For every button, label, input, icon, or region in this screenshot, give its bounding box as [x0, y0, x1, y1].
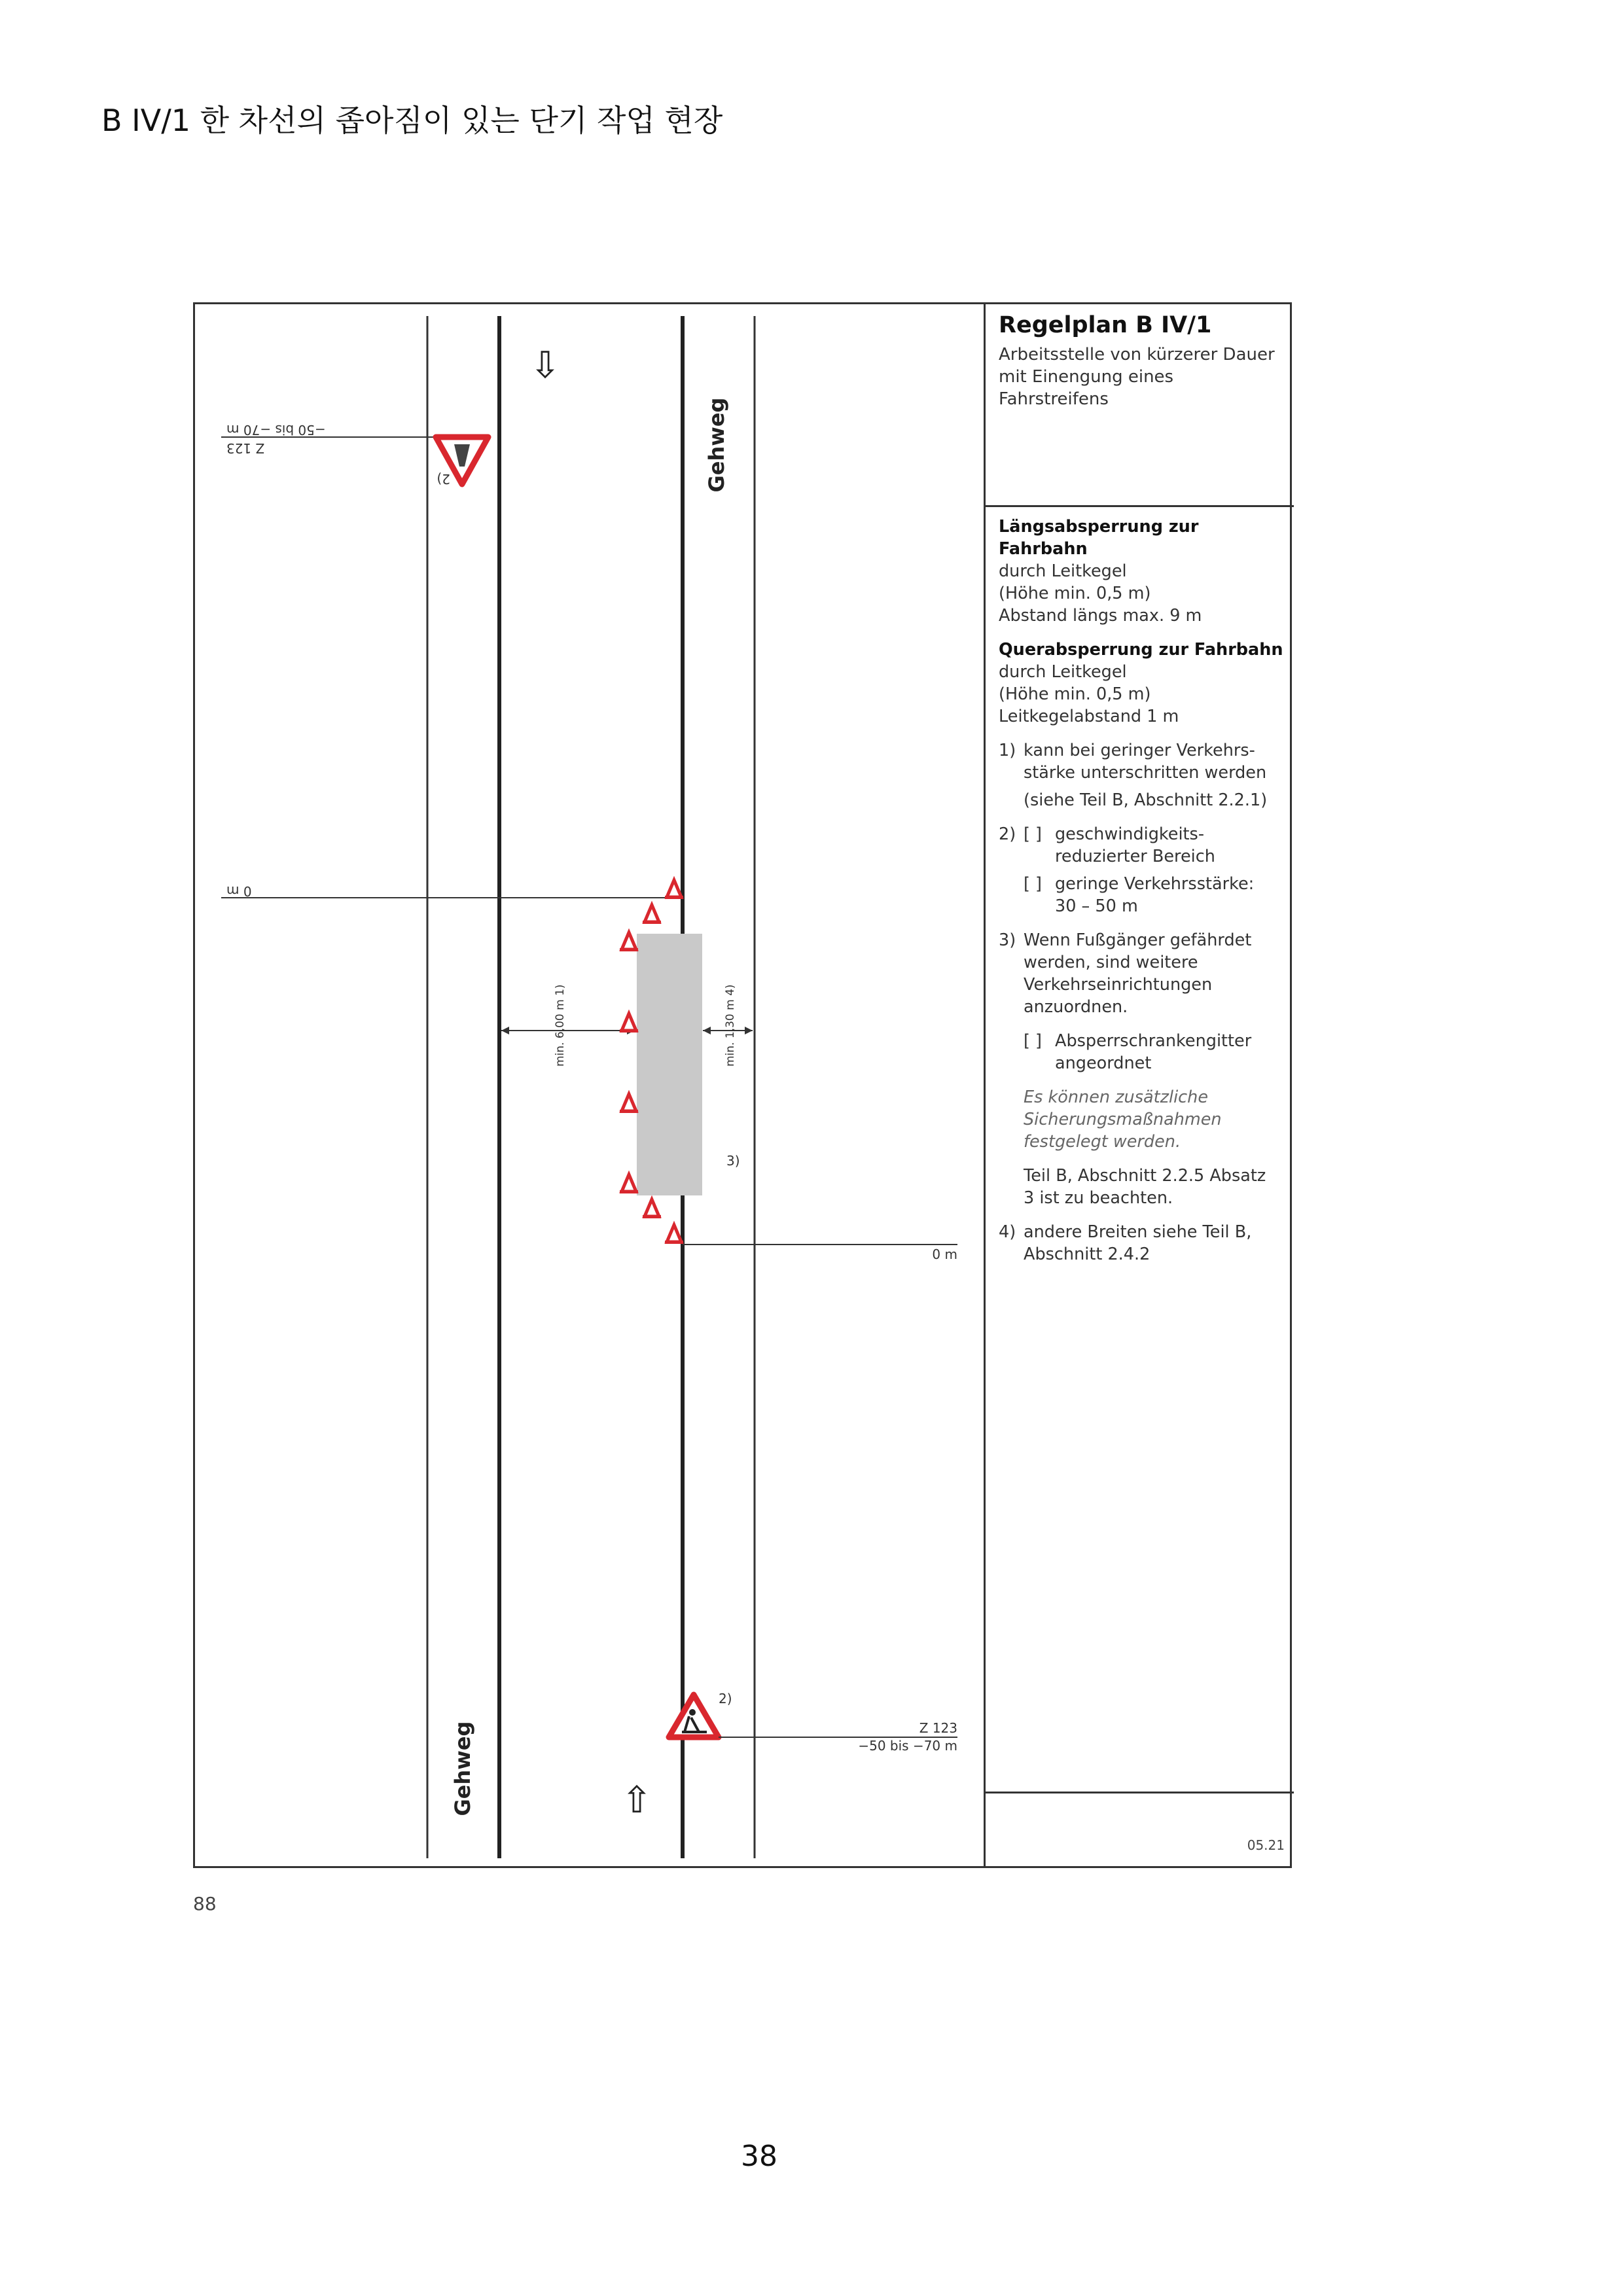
- up-arrow-icon: ⇧: [621, 1779, 652, 1822]
- traffic-cone-icon: [643, 1199, 661, 1218]
- down-arrow-icon: ⇩: [529, 344, 561, 387]
- footnote-3: 3) Wenn Fußgänger gefährdet werden, sind weitere Verkehrseinrichtungen anzuordnen. [ ] Absperrschrankengitter angeordnet Es können zusätzliche Sicherungsmaßnahmen festgelegt werden. Teil B, Abschnitt 2.2.5 Absatz 3 ist zu beachten.: [999, 930, 1266, 1208]
- walk-width-label: min. 1,30 m 4): [724, 984, 737, 1067]
- traffic-cone-icon: [620, 932, 638, 951]
- panel-notes: [986, 509, 1294, 1277]
- roadworks-sign-icon: [669, 1695, 719, 1737]
- road-diagram: [195, 304, 984, 1866]
- top-sign-footnote: 2): [437, 471, 450, 487]
- footnote-4: 4) andere Breiten siehe Teil B, Abschnitt 2.4.2: [999, 1222, 1252, 1264]
- traffic-cone-icon: [620, 1174, 638, 1193]
- traffic-cone-icon: [665, 1225, 683, 1244]
- regelplan-frame: [193, 302, 1292, 1868]
- querabsperrung: Querabsperrung zur Fahrbahn durch Leitkegel (Höhe min. 0,5 m) Leitkegelabstand 1 m: [999, 640, 1283, 726]
- plan-subtitle: Arbeitsstelle von kürzerer Dauer mit Einengung eines Fahrstreifens: [999, 345, 1275, 409]
- work-area-footnote: 3): [726, 1153, 740, 1169]
- zero-mark-bottom: 0 m: [932, 1246, 957, 1262]
- footnote-1: 1) kann bei geringer Verkehrs- stärke unterschritten werden (siehe Teil B, Abschnitt 2.2.1): [999, 741, 1268, 810]
- footnote-2: 2) [ ] geschwindigkeits- reduzierter Bereich [ ] geringe Verkehrsstärke: 30 – 50 m: [999, 824, 1255, 916]
- top-sign-distance: −50 bis −70 m: [226, 422, 326, 438]
- traffic-cone-icon: [620, 1014, 638, 1033]
- panel-footer: [986, 1792, 1294, 1866]
- revision-date: 05.21: [1247, 1837, 1285, 1853]
- page-heading: B IV/1 한 차선의 좁아짐이 있는 단기 작업 현장: [101, 103, 723, 138]
- info-panel: [984, 304, 1294, 1866]
- traffic-cone-icon: [643, 905, 661, 924]
- page-number: 38: [741, 2140, 777, 2173]
- top-sign-code: Z 123: [226, 440, 265, 456]
- sidewalk-label-left: Gehweg: [450, 1721, 475, 1816]
- bottom-sign-distance: −50 bis −70 m: [858, 1738, 957, 1754]
- plan-title: Regelplan B IV/1: [999, 312, 1212, 338]
- work-area: [637, 934, 702, 1195]
- traffic-cone-icon: [620, 1094, 638, 1113]
- bottom-sign-footnote: 2): [719, 1691, 732, 1706]
- panel-header: [986, 304, 1294, 507]
- zero-mark-top: 0 m: [226, 883, 252, 899]
- traffic-cone-icon: [665, 880, 683, 899]
- bottom-sign-code: Z 123: [919, 1720, 957, 1736]
- laengsabsperrung: Längsabsperrung zur Fahrbahn durch Leitkegel (Höhe min. 0,5 m) Abstand längs max. 9 m: [999, 517, 1202, 626]
- lane-width-label: min. 6,00 m 1): [554, 984, 567, 1067]
- sidewalk-label-right: Gehweg: [704, 397, 729, 493]
- source-page-number: 88: [193, 1893, 217, 1915]
